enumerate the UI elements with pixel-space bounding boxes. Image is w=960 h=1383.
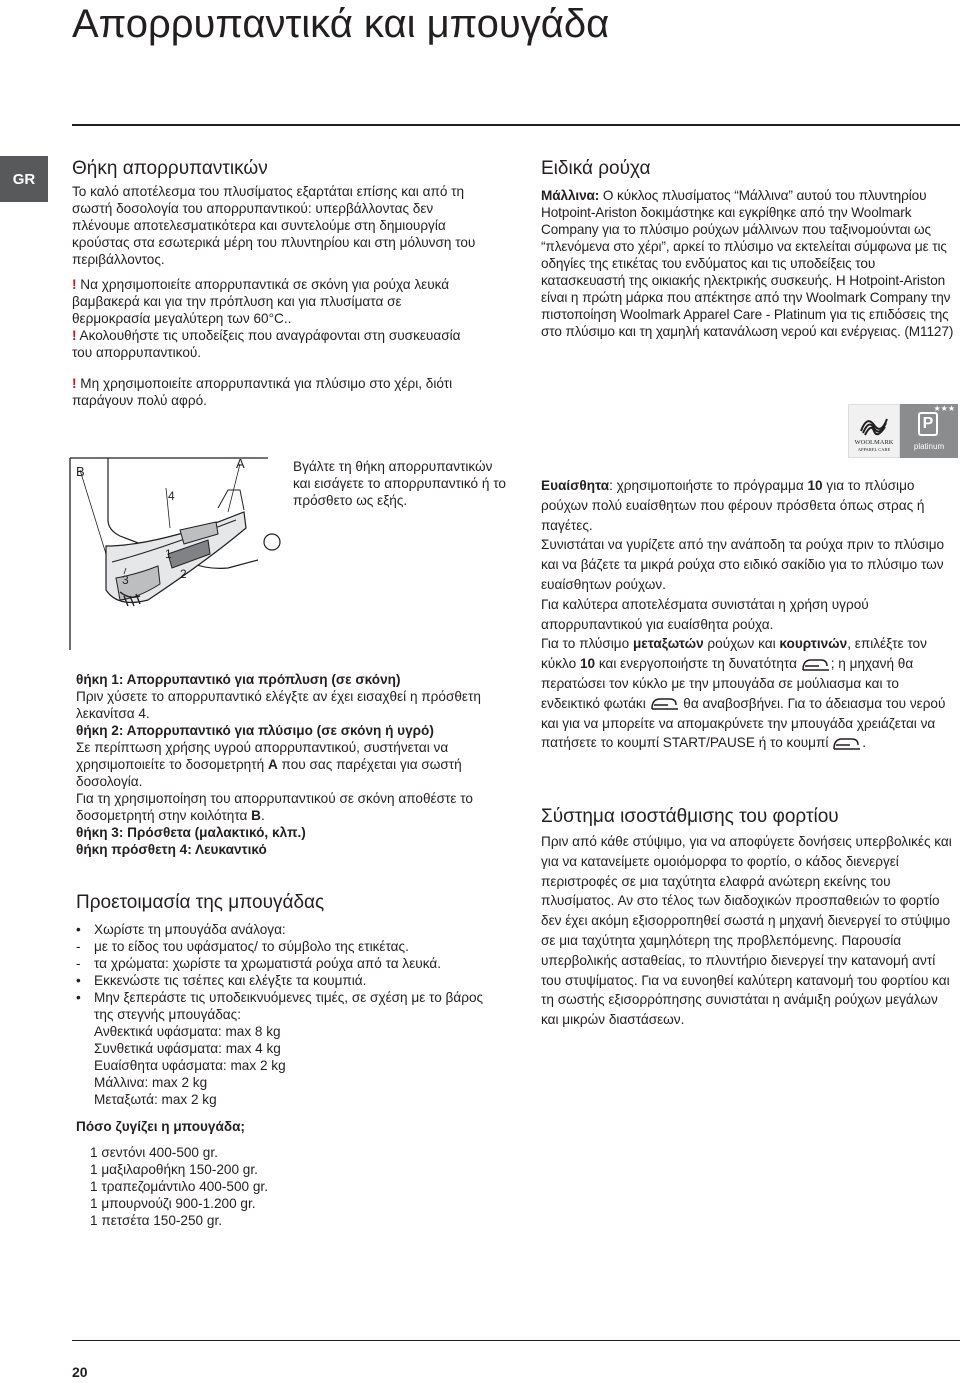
list-item: - με το είδος του υφάσματος/ το σύμβολο της ετικέτας. [76, 939, 409, 954]
weight-limits [76, 1023, 496, 1108]
compartment-1-text: Πριν χύσετε το απορρυπαντικό ελέγξτε αν έχει εισαχθεί η πρόσθετη λεκανίτσα 4. [76, 689, 481, 721]
delicate-paragraph-2: Συνιστάται να γυρίζετε από την ανάποδη τα ρούχα πριν το πλύσιμο και να βάζετε τα μικρά ρούχα στο ειδικό σακίδιο για το πλύσιμο των ευαίσθητων ρούχων. [541, 537, 945, 592]
compartment-2-text-a: Σε περίπτωση χρήσης υγρού απορρυπαντικού, συστήνεται να χρησιμοποιείτε το δοσομετρητή A που σας παρέχεται για σωστή δοσολογία. [76, 740, 462, 789]
warning-icon: ! [72, 328, 77, 343]
page-title: Απορρυπαντικά και μπουγάδα [72, 2, 610, 46]
delicates-section [541, 476, 959, 753]
weigh-item: 1 μαξιλαροθήκη 150-200 gr. [90, 1162, 258, 1177]
preparation-section [76, 892, 496, 1229]
delicate-paragraph-3: Για καλύτερα αποτελέσματα συνιστάται η χρήση υγρού απορρυπαντικού για ευαίσθητα ρούχα. [541, 596, 869, 632]
warning-icon: ! [72, 376, 77, 391]
weight-item: Συνθετικά υφάσματα: max 4 kg [94, 1041, 281, 1056]
title-rule [72, 124, 960, 126]
label-2: 2 [180, 567, 187, 581]
label-1: 1 [165, 547, 172, 561]
compartment-3-title: θήκη 3: Πρόσθετα (μαλακτικό, κλπ.) [76, 825, 306, 840]
soak-button-icon [832, 737, 862, 751]
silk-paragraph: Για το πλύσιμο μεταξωτών ρούχων και κουρτινών, επιλέξτε τον κύκλο 10 και ενεργοποιήστε τη δυνατότητα ; η μηχανή θα περατώσει τον κύκλο με την μπουγάδα σε μούλιασμα και το ενδεικτικό φωτάκι θα αναβοσβήνει. Για το άδειασμα του νερού και για να μπορείτε να απομακρύνετε την μπουγάδα χρειάζεται να πατήσετε το κουμπί START/PAUSE ή το κουμπί . [541, 636, 946, 751]
woolmark-logo: WOOLMARK APPAREL CARE [848, 404, 900, 458]
compartment-4-title: θήκη πρόσθετη 4: Λευκαντικό [76, 842, 267, 857]
footer-rule [72, 1340, 960, 1341]
warning-2: ! Ακολουθήστε τις υποδείξεις που αναγράφονται στη συσκευασία του απορρυπαντικού. [72, 328, 461, 360]
wool-paragraph: Μάλλινα: Ο κύκλος πλυσίματος “Μάλλινα” αυτού του πλυντηρίου Hotpoint-Ariston δοκιμάστηκε και εγκρίθηκε από την Woolmark Company για το πλύσιμο ρούχων μάλλινων που ταξινομούνται ως “πλενόμενα στο χέρι”, αρκεί το πλύσιμο να εκτελείται σύμφωνα με τις οδηγίες της ετικέτας του ενδύματος και τις υποδείξεις του κατασκευαστή της οικιακής ηλεκτρικής συσκευής. Η Hotpoint-Ariston είναι η πρώτη μάρκα που απέκτησε από την Woolmark Company την πιστοποίηση Woolmark Apparel Care - Platinum για τις επιδόσεις της στο πλύσιμο και τη χαμηλή κατανάλωση νερού και ενέργειας. (M1127) [541, 188, 954, 339]
load-balance-section [541, 806, 959, 1030]
intro-paragraph: Το καλό αποτέλεσμα του πλυσίματος εξαρτάται επίσης και από τη σωστή δοσολογία του απορρυπαντικού: υπερβάλλοντας δεν πλένουμε αποτελεσματικότερα και συντελούμε στη δημιουργία κρούστας στα εσωτερικά μέρη του πλυντηρίου και στη μόλυνση του περιβάλλοντος. [72, 184, 476, 267]
weigh-item: 1 μπουρνούζι 900-1.200 gr. [90, 1196, 256, 1211]
special-garments-heading: Ειδικά ρούχα [541, 158, 651, 179]
language-tab: GR [0, 156, 48, 202]
label-4: 4 [168, 489, 175, 503]
list-item: • Εκκενώστε τις τσέπες και ελέγξτε τα κουμπιά. [76, 973, 367, 988]
detergent-drawer-illustration [68, 450, 282, 656]
compartment-2-text-b: Για τη χρησιμοποίηση του απορρυπαντικού σε σκόνη αποθέστε το δοσομετρητή στην κοιλότητα B. [76, 791, 473, 823]
warning-icon: ! [72, 277, 77, 292]
figure-caption: Βγάλτε τη θήκη απορρυπαντικών και εισάγετε το απορρυπαντικό ή το πρόσθετο ως εξής. [293, 459, 506, 508]
woolmark-icon [849, 409, 899, 439]
weight-item: Μάλλινα: max 2 kg [94, 1075, 208, 1090]
list-item: • Χωρίστε τη μπουγάδα ανάλογα: [76, 922, 286, 937]
woolmark-platinum-logo [848, 404, 960, 458]
compartment-2-title: θήκη 2: Απορρυπαντικό για πλύσιμο (σε σκόνη ή υγρό) [76, 723, 434, 738]
list-item: • Μην ξεπεράστε τις υποδεικνυόμενες τιμές, σε σχέση με το βάρος της στεγνής μπουγάδας: [76, 990, 484, 1022]
label-a: A [236, 456, 245, 471]
label-3: 3 [122, 573, 129, 587]
label-b: B [76, 464, 85, 479]
compartment-1-title: θήκη 1: Απορρυπαντικό για πρόπλυση (σε σκόνη) [76, 672, 401, 687]
delicate-paragraph-1: Ευαίσθητα: χρησιμοποιήστε το πρόγραμμα 10 για το πλύσιμο ρούχων πολύ ευαίσθητων που φέρουν πρόσθετα όπως στρας ή παγέτες. [541, 478, 925, 533]
weigh-item: 1 σεντόνι 400-500 gr. [90, 1145, 218, 1160]
weigh-heading: Πόσο ζυγίζει η μπουγάδα; [76, 1119, 245, 1134]
load-balance-text: Πριν από κάθε στύψιμο, για να αποφύγετε δονήσεις υπερβολικές και για να κατανείμετε ομοιόμορφα το φορτίο, ο κάδος διενεργεί περιστροφές σε μια ταχύτητα ελαφρά ανώτερη εκείνης του πλυσίματος. Αν στο τέλος των διαδοχικών προσπαθειών το φορτίο δεν έχει ακόμη εξισορροπηθεί σωστά η μηχανή διενεργεί το στύψιμο σε μια ταχύτητα χαμηλότερη της προβλεπόμενης. Παρουσία υπερβολικής ασταθείας, το πλυντήριο διενεργεί την κατανομή αντί του στυψίματος. Για να ευνοηθεί καλύτερη κατανομή του φορτίου και τη σωστής εξισορρόπησης συνιστάται η ανάμιξη ρούχων μεγάλων και μικρών διαστάσεων. [541, 834, 952, 1028]
weigh-item: 1 πετσέτα 150-250 gr. [90, 1213, 222, 1228]
weight-item: Ευαίσθητα υφάσματα: max 2 kg [94, 1058, 286, 1073]
warning-3: ! Μη χρησιμοποιείτε απορρυπαντικά για πλύσιμο στο χέρι, διότι παράγουν πολύ αφρό. [72, 376, 453, 408]
page-number: 20 [72, 1364, 88, 1380]
preparation-heading: Προετοιμασία της μπουγάδας [76, 892, 325, 913]
weigh-list [76, 1144, 496, 1229]
platinum-badge: ★★★ P platinum [900, 404, 958, 458]
list-item: - τα χρώματα: χωρίστε τα χρωματιστά ρούχα από τα λευκά. [76, 956, 441, 971]
load-balance-heading: Σύστημα ισοστάθμισης του φορτίου [541, 806, 839, 827]
soak-option-icon [801, 658, 831, 672]
detergent-drawer-heading: Θήκη απορρυπαντικών [72, 158, 268, 179]
compartments-section [76, 671, 496, 858]
weight-item: Μεταξωτά: max 2 kg [94, 1092, 217, 1107]
special-garments-section [541, 158, 959, 340]
detergent-drawer-section [72, 158, 482, 409]
soak-indicator-icon [650, 697, 680, 711]
preparation-list [76, 921, 496, 1023]
warning-1: ! Να χρησιμοποιείτε απορρυπαντικά σε σκόνη για ρούχα λευκά βαμβακερά και για την πρόπλυση και για πλυσίματα σε θερμοκρασία μεγαλύτερη των 60°C.. [72, 277, 450, 326]
weight-item: Ανθεκτικά υφάσματα: max 8 kg [94, 1024, 281, 1039]
weigh-item: 1 τραπεζομάντιλο 400-500 gr. [90, 1179, 268, 1194]
